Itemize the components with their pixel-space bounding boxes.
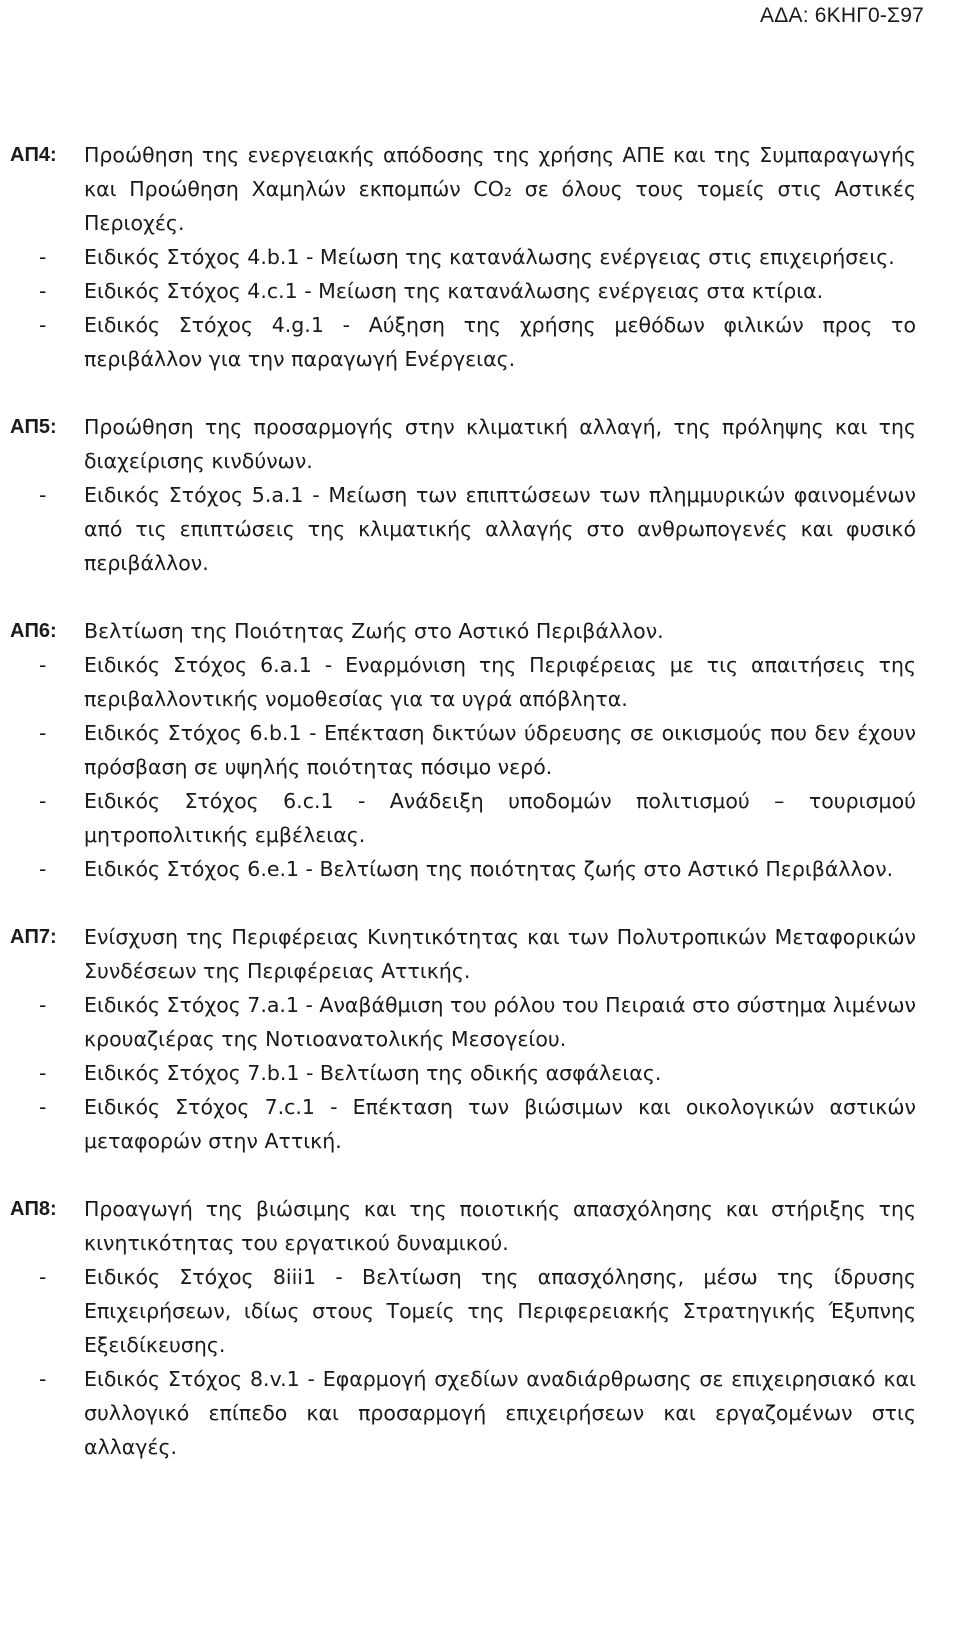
- objective-item: [10, 852, 916, 886]
- objective-text: Ειδικός Στόχος 5.a.1 - Μείωση των επιπτώσεων των πλημμυρικών φαινομένων από τις επιπτώσεις της κλιματικής αλλαγής στο ανθρωπογενές και φυσικό περιβάλλον.: [84, 483, 916, 575]
- objective-item: [10, 1056, 916, 1090]
- axis-title: Προώθηση της ενεργειακής απόδοσης της χρήσης ΑΠΕ και της Συμπαραγωγής και Προώθηση Χαμηλών εκπομπών CO₂ σε όλους τους τομείς στις Αστικές Περιοχές.: [84, 143, 916, 235]
- objective-item: [10, 988, 916, 1056]
- list-dash: -: [39, 789, 47, 813]
- axis-heading: [10, 138, 916, 240]
- priority-axis: [10, 138, 916, 376]
- objective-text: Ειδικός Στόχος 6.c.1 - Ανάδειξη υποδομών πολιτισμού – τουρισμού μητροπολιτικής εμβέλειας.: [84, 789, 916, 847]
- axis-code: ΑΠ5:: [10, 416, 57, 438]
- list-dash: -: [39, 279, 47, 303]
- axis-heading: [10, 410, 916, 478]
- objective-text: Ειδικός Στόχος 4.c.1 - Μείωση της κατανάλωσης ενέργειας στα κτίρια.: [84, 279, 824, 303]
- list-dash: -: [39, 1265, 47, 1289]
- document-body: [10, 138, 916, 1498]
- objective-text: Ειδικός Στόχος 6.b.1 - Επέκταση δικτύων ύδρευσης σε οικισμούς που δεν έχουν πρόσβαση σε υψηλής ποιότητας πόσιμο νερό.: [84, 721, 916, 779]
- objective-item: [10, 1362, 916, 1464]
- objectives-list: [10, 1260, 916, 1464]
- objective-item: [10, 784, 916, 852]
- objectives-list: [10, 988, 916, 1158]
- objective-item: [10, 308, 916, 376]
- list-dash: -: [39, 1095, 47, 1119]
- list-dash: -: [39, 993, 47, 1017]
- objectives-list: [10, 648, 916, 886]
- priority-axis: [10, 614, 916, 886]
- priority-axis: [10, 1192, 916, 1464]
- axis-heading: [10, 920, 916, 988]
- objective-item: [10, 478, 916, 580]
- objective-item: [10, 1090, 916, 1158]
- list-dash: -: [39, 313, 47, 337]
- objective-item: [10, 648, 916, 716]
- objectives-list: [10, 478, 916, 580]
- objective-text: Ειδικός Στόχος 6.e.1 - Βελτίωση της ποιότητας ζωής στο Αστικό Περιβάλλον.: [84, 857, 894, 881]
- axis-code: ΑΠ4:: [10, 144, 57, 166]
- list-dash: -: [39, 245, 47, 269]
- document-ada-code: ΑΔΑ: 6ΚΗΓ0-Σ97: [760, 4, 924, 27]
- objective-text: Ειδικός Στόχος 8.v.1 - Εφαρμογή σχεδίων αναδιάρθρωσης σε επιχειρησιακό και συλλογικό επίπεδο και προσαρμογή επιχειρήσεων και εργαζομένων στις αλλαγές.: [84, 1367, 916, 1459]
- objective-text: Ειδικός Στόχος 4.b.1 - Μείωση της κατανάλωσης ενέργειας στις επιχειρήσεις.: [84, 245, 895, 269]
- axis-title: Προαγωγή της βιώσιμης και της ποιοτικής απασχόλησης και στήριξης της κινητικότητας του εργατικού δυναμικού.: [84, 1197, 916, 1255]
- priority-axis: [10, 920, 916, 1158]
- list-dash: -: [39, 483, 47, 507]
- objective-item: [10, 274, 916, 308]
- objective-text: Ειδικός Στόχος 8iii1 - Βελτίωση της απασχόλησης, μέσω της ίδρυσης Επιχειρήσεων, ιδίως στους Τομείς της Περιφερειακής Στρατηγικής Έξυπνης Εξειδίκευσης.: [84, 1265, 916, 1357]
- objective-item: [10, 1260, 916, 1362]
- axis-heading: [10, 614, 916, 648]
- axis-title: Ενίσχυση της Περιφέρειας Κινητικότητας και των Πολυτροπικών Μεταφορικών Συνδέσεων της Περιφέρειας Αττικής.: [84, 925, 916, 983]
- list-dash: -: [39, 857, 47, 881]
- axis-code: ΑΠ8:: [10, 1198, 57, 1220]
- list-dash: -: [39, 1061, 47, 1085]
- objective-text: Ειδικός Στόχος 4.g.1 - Αύξηση της χρήσης μεθόδων φιλικών προς το περιβάλλον για την παραγωγή Ενέργειας.: [84, 313, 916, 371]
- list-dash: -: [39, 1367, 47, 1391]
- objective-text: Ειδικός Στόχος 7.a.1 - Αναβάθμιση του ρόλου του Πειραιά στο σύστημα λιμένων κρουαζιέρας της Νοτιοανατολικής Μεσογείου.: [84, 993, 916, 1051]
- list-dash: -: [39, 653, 47, 677]
- axis-code: ΑΠ6:: [10, 620, 57, 642]
- objective-item: [10, 240, 916, 274]
- objective-text: Ειδικός Στόχος 7.c.1 - Επέκταση των βιώσιμων και οικολογικών αστικών μεταφορών στην Αττική.: [84, 1095, 916, 1153]
- axis-title: Προώθηση της προσαρμογής στην κλιματική αλλαγή, της πρόληψης και της διαχείρισης κινδύνων.: [84, 415, 916, 473]
- objective-item: [10, 716, 916, 784]
- priority-axis: [10, 410, 916, 580]
- list-dash: -: [39, 721, 47, 745]
- objectives-list: [10, 240, 916, 376]
- axis-code: ΑΠ7:: [10, 926, 57, 948]
- axis-heading: [10, 1192, 916, 1260]
- axis-title: Βελτίωση της Ποιότητας Ζωής στο Αστικό Περιβάλλον.: [84, 619, 664, 643]
- objective-text: Ειδικός Στόχος 7.b.1 - Βελτίωση της οδικής ασφάλειας.: [84, 1061, 662, 1085]
- objective-text: Ειδικός Στόχος 6.a.1 - Εναρμόνιση της Περιφέρειας με τις απαιτήσεις της περιβαλλοντικής νομοθεσίας για τα υγρά απόβλητα.: [84, 653, 916, 711]
